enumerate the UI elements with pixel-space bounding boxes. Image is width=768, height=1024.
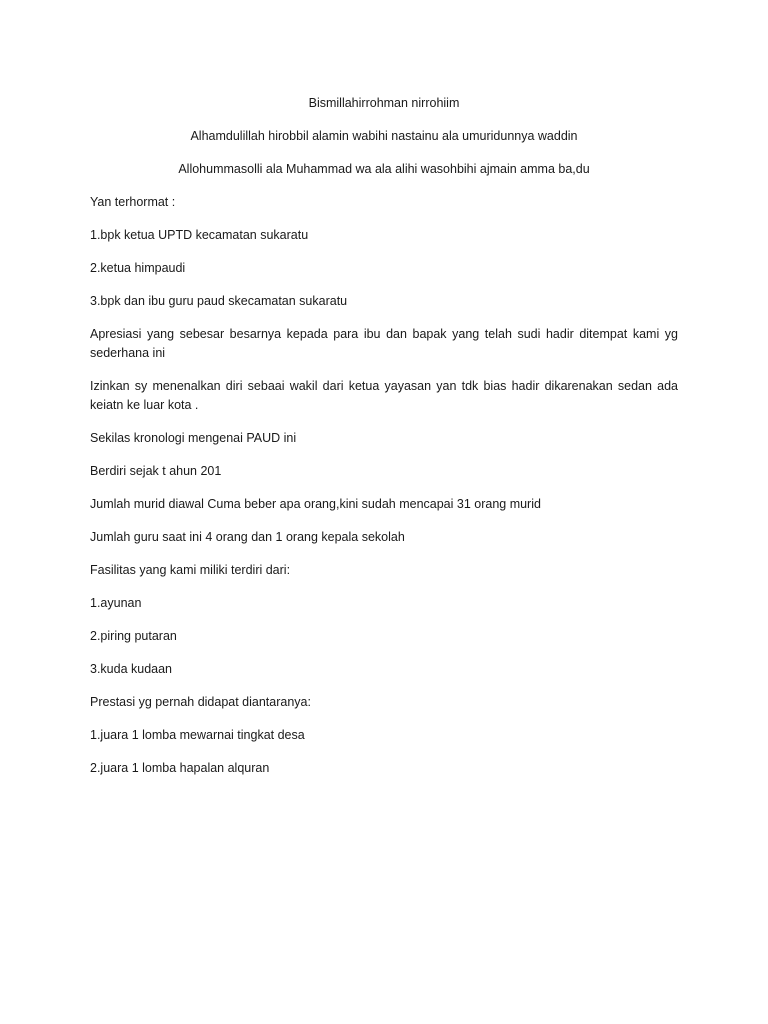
- addressee-item: 2.ketua himpaudi: [90, 261, 186, 275]
- opening-hamdalah: Alhamdulillah hirobbil alamin wabihi nastainu ala umuridunnya waddin: [190, 129, 578, 143]
- achievement-item: 2.juara 1 lomba hapalan alquran: [90, 761, 270, 775]
- achievements-heading: Prestasi yg pernah didapat diantaranya:: [90, 695, 311, 709]
- teachers-line: Jumlah guru saat ini 4 orang dan 1 orang kepala sekolah: [90, 530, 405, 544]
- achievement-item: 1.juara 1 lomba mewarnai tingkat desa: [90, 728, 305, 742]
- addressee-item: 3.bpk dan ibu guru paud skecamatan sukaratu: [90, 294, 348, 308]
- chronology-heading: Sekilas kronologi mengenai PAUD ini: [90, 431, 297, 445]
- greeting: Yan terhormat :: [90, 195, 176, 209]
- opening-salawat: Allohummasolli ala Muhammad wa ala alihi wasohbihi ajmain amma ba,du: [178, 162, 590, 176]
- students-line: Jumlah murid diawal Cuma beber apa orang,kini sudah mencapai 31 orang murid: [90, 497, 541, 511]
- addressee-item: 1.bpk ketua UPTD kecamatan sukaratu: [90, 228, 309, 242]
- document-body: [90, 94, 678, 792]
- founded-line: Berdiri sejak t ahun 201: [90, 464, 222, 478]
- opening-basmalah: Bismillahirrohman nirrohiim: [308, 96, 460, 110]
- facility-item: 1.ayunan: [90, 596, 142, 610]
- facilities-heading: Fasilitas yang kami miliki terdiri dari:: [90, 563, 291, 577]
- introduction-paragraph: Izinkan sy menenalkan diri sebaai wakil dari ketua yayasan yan tdk bias hadir dikarenakan sedan ada keiatn ke luar kota .: [90, 379, 678, 412]
- facility-item: 2.piring putaran: [90, 629, 177, 643]
- facility-item: 3.kuda kudaan: [90, 662, 173, 676]
- appreciation-paragraph: Apresiasi yang sebesar besarnya kepada para ibu dan bapak yang telah sudi hadir ditempat kami yg sederhana ini: [90, 327, 678, 360]
